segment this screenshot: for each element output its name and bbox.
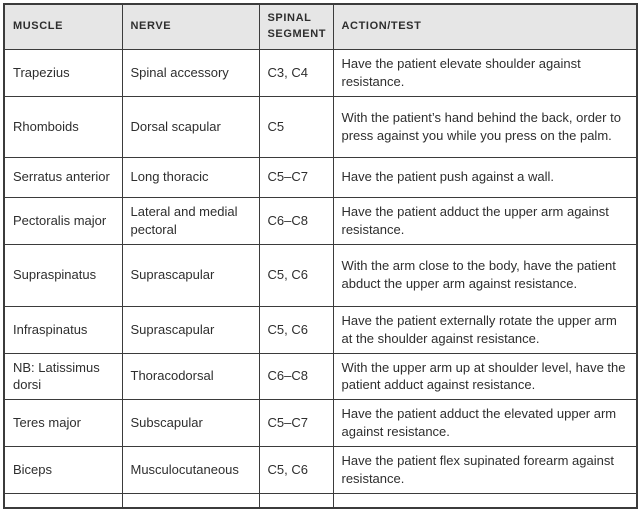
muscle-nerve-reference-table	[3, 3, 638, 509]
cell-segment: C5, C6	[259, 244, 333, 306]
cell-muscle: NB: Latissimus dorsi	[4, 353, 122, 400]
table-row	[4, 96, 637, 157]
cell-muscle: Trapezius	[4, 49, 122, 96]
cell-muscle: Infraspinatus	[4, 306, 122, 353]
table-row	[4, 400, 637, 447]
column-header-nerve: NERVE	[122, 4, 259, 49]
cell-nerve: Lateral and medial pectoral	[122, 197, 259, 244]
cell-empty	[259, 494, 333, 508]
cell-segment: C5–C7	[259, 157, 333, 197]
table-row	[4, 157, 637, 197]
column-header-action-test: ACTION/TEST	[333, 4, 637, 49]
table-row	[4, 447, 637, 494]
cell-segment: C5, C6	[259, 447, 333, 494]
cell-action: Have the patient elevate shoulder against resistance.	[333, 49, 637, 96]
cell-empty	[4, 494, 122, 508]
cell-empty	[122, 494, 259, 508]
cell-action: Have the patient externally rotate the upper arm at the shoulder against resistance.	[333, 306, 637, 353]
cell-muscle: Supraspinatus	[4, 244, 122, 306]
column-header-muscle: MUSCLE	[4, 4, 122, 49]
column-header-spinal-segment: SPINAL SEGMENT	[259, 4, 333, 49]
table-row	[4, 244, 637, 306]
table-row	[4, 197, 637, 244]
cell-muscle: Rhomboids	[4, 96, 122, 157]
cell-segment: C6–C8	[259, 353, 333, 400]
cell-action: Have the patient adduct the upper arm against resistance.	[333, 197, 637, 244]
cell-action: With the upper arm up at shoulder level, have the patient adduct against resistance.	[333, 353, 637, 400]
cell-muscle: Pectoralis major	[4, 197, 122, 244]
cell-segment: C5	[259, 96, 333, 157]
cell-nerve: Suprascapular	[122, 244, 259, 306]
cell-action: With the arm close to the body, have the patient abduct the upper arm against resistance.	[333, 244, 637, 306]
cell-segment: C5, C6	[259, 306, 333, 353]
cell-segment: C3, C4	[259, 49, 333, 96]
cell-nerve: Long thoracic	[122, 157, 259, 197]
table-row	[4, 306, 637, 353]
cell-action: Have the patient push against a wall.	[333, 157, 637, 197]
cell-nerve: Subscapular	[122, 400, 259, 447]
cell-nerve: Musculocutaneous	[122, 447, 259, 494]
cell-muscle: Biceps	[4, 447, 122, 494]
table-row	[4, 49, 637, 96]
cutoff-partial-row	[4, 494, 637, 508]
header-row	[4, 4, 637, 49]
cell-action: With the patient’s hand behind the back, order to press against you while you press on the palm.	[333, 96, 637, 157]
cell-muscle: Teres major	[4, 400, 122, 447]
cell-empty	[333, 494, 637, 508]
page	[0, 3, 639, 487]
cell-nerve: Dorsal scapular	[122, 96, 259, 157]
cell-muscle: Serratus anterior	[4, 157, 122, 197]
cell-nerve: Thoracodorsal	[122, 353, 259, 400]
table-row	[4, 353, 637, 400]
cell-action: Have the patient flex supinated forearm against resistance.	[333, 447, 637, 494]
cell-segment: C6–C8	[259, 197, 333, 244]
cell-nerve: Suprascapular	[122, 306, 259, 353]
cell-nerve: Spinal accessory	[122, 49, 259, 96]
cell-segment: C5–C7	[259, 400, 333, 447]
cell-action: Have the patient adduct the elevated upper arm against resistance.	[333, 400, 637, 447]
table-body	[4, 49, 637, 507]
